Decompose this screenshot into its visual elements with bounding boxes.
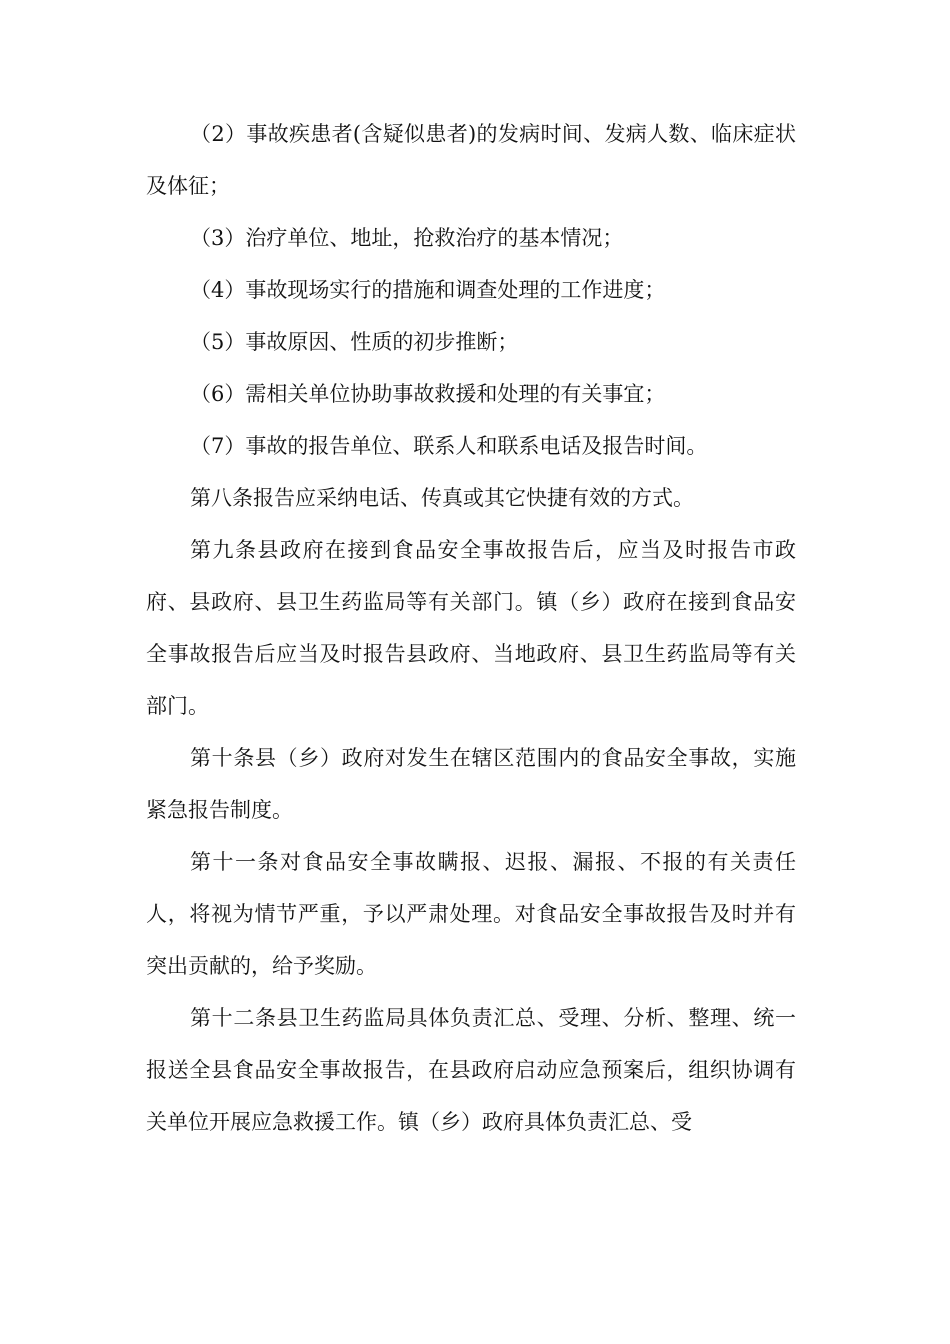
paragraph-article-12: 第十二条县卫生药监局具体负责汇总、受理、分析、整理、统一报送全县食品安全事故报告，在县政府启动应急预案后，组织协调有关单位开展应急救援工作。镇（乡）政府具体负责汇总、受 <box>146 1006 796 1134</box>
paragraph-article-11: 第十一条对食品安全事故瞒报、迟报、漏报、不报的有关责任人，将视为情节严重，予以严肃处理。对食品安全事故报告及时并有突出贡献的，给予奖励。 <box>146 850 796 978</box>
paragraph-item-3: （3）治疗单位、地址，抢救治疗的基本情况； <box>190 226 624 250</box>
paragraph-item-2: （2）事故疾患者(含疑似患者)的发病时间、发病人数、临床症状及体征； <box>146 122 796 198</box>
paragraph-item-6: （6）需相关单位协助事故救援和处理的有关事宜； <box>190 382 666 406</box>
paragraph-item-5: （5）事故原因、性质的初步推断； <box>190 330 519 354</box>
paragraph-article-8: 第八条报告应采纳电话、传真或其它快捷有效的方式。 <box>190 486 694 510</box>
paragraph-item-7: （7）事故的报告单位、联系人和联系电话及报告时间。 <box>190 434 708 458</box>
paragraph-item-4: （4）事故现场实行的措施和调查处理的工作进度； <box>190 278 666 302</box>
paragraph-article-10: 第十条县（乡）政府对发生在辖区范围内的食品安全事故，实施紧急报告制度。 <box>146 746 796 822</box>
document-body <box>146 116 796 1148</box>
paragraph-article-9: 第九条县政府在接到食品安全事故报告后，应当及时报告市政府、县政府、县卫生药监局等有关部门。镇（乡）政府在接到食品安全事故报告后应当及时报告县政府、当地政府、县卫生药监局等有关部门。 <box>146 538 796 718</box>
